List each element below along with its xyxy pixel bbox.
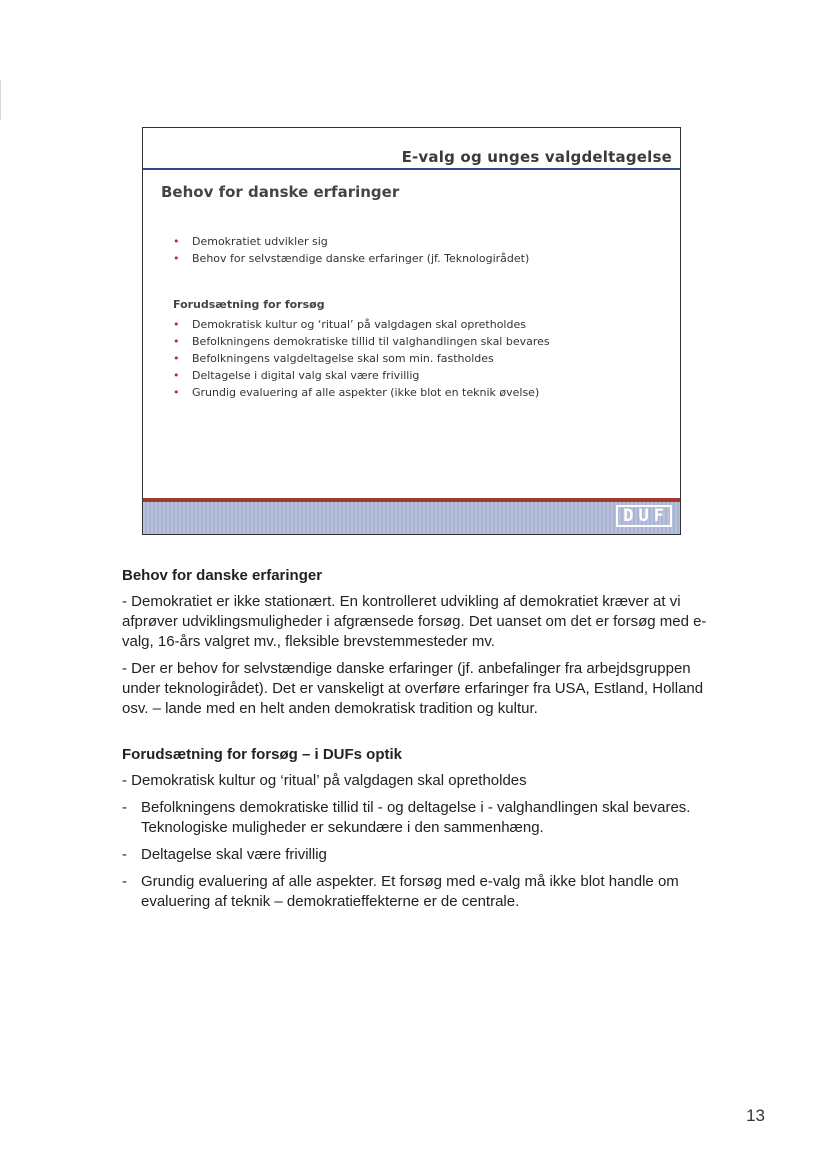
slide-bullet-item: • Grundig evaluering af alle aspekter (ikke blot en teknik øvelse) bbox=[173, 386, 540, 399]
scan-edge-mark bbox=[0, 80, 1, 120]
dash-list-item: - Grundig evaluering af alle aspekter. Et forsøg med e-valg må ikke blot handle om evaluering af teknik – demokratieffekterne er de centrale. bbox=[122, 873, 679, 910]
page-number: 13 bbox=[746, 1106, 765, 1125]
dash-list bbox=[122, 798, 722, 912]
slide-bullet-item: • Demokratiet udvikler sig bbox=[173, 235, 328, 248]
slide-bullet-item: • Befolkningens demokratiske tillid til valghandlingen skal bevares bbox=[173, 335, 550, 348]
bullet-icon: • bbox=[173, 335, 180, 348]
slide-title: E-valg og unges valgdeltagelse bbox=[401, 148, 672, 166]
slide-subheading: Forudsætning for forsøg bbox=[173, 298, 325, 311]
slide-image bbox=[142, 127, 681, 535]
section-heading: Behov for danske erfaringer bbox=[122, 567, 323, 584]
document-body bbox=[122, 566, 722, 919]
bullet-icon: • bbox=[173, 318, 180, 331]
dash-list-item: - Deltagelse skal være frivillig bbox=[122, 846, 327, 863]
bullet-icon: • bbox=[173, 235, 180, 248]
bullet-icon: • bbox=[173, 369, 180, 382]
bullet-icon: • bbox=[173, 252, 180, 265]
dash-icon: - bbox=[122, 873, 127, 890]
paragraph: - Der er behov for selvstændige danske erfaringer (jf. anbefalinger fra arbejdsgruppen under teknologirådet). Det er vanskeligt at overføre erfaringer fra USA, Estland, Holland osv. – lande med en helt anden demokratisk tradition og kultur. bbox=[122, 660, 704, 717]
dash-icon: - bbox=[122, 799, 127, 816]
slide-heading: Behov for danske erfaringer bbox=[161, 183, 400, 201]
paragraph: - Demokratisk kultur og ‘ritual’ på valgdagen skal opretholdes bbox=[122, 772, 527, 789]
dash-list-item: - Befolkningens demokratiske tillid til - og deltagelse i - valghandlingen skal bevares. Teknologiske muligheder er sekundære i den sammenhæng. bbox=[122, 799, 691, 836]
section-heading: Forudsætning for forsøg – i DUFs optik bbox=[122, 746, 402, 763]
slide-title-rule bbox=[143, 168, 680, 170]
paragraph: - Demokratiet er ikke stationært. En kontrolleret udvikling af demokratiet kræver at vi afprøver udviklingsmuligheder i afgrænsede forsøg. Det uanset om det er forsøg med e-valg, 16-års valgret mv., fleksible brevstemmesteder mv. bbox=[122, 593, 707, 650]
slide-bullet-list-b bbox=[173, 316, 550, 401]
bullet-icon: • bbox=[173, 386, 180, 399]
slide-bullet-item: • Demokratisk kultur og ‘ritual’ på valgdagen skal opretholdes bbox=[173, 318, 526, 331]
slide-bullet-list-a bbox=[173, 233, 529, 267]
slide-bullet-item: • Deltagelse i digital valg skal være frivillig bbox=[173, 369, 420, 382]
slide-bullet-item: • Behov for selvstændige danske erfaringer (jf. Teknologirådet) bbox=[173, 252, 530, 265]
bullet-icon: • bbox=[173, 352, 180, 365]
dash-icon: - bbox=[122, 846, 127, 863]
duf-logo: DUF bbox=[616, 505, 672, 527]
slide-footer-band bbox=[143, 502, 680, 534]
slide-bullet-item: • Befolkningens valgdeltagelse skal som min. fastholdes bbox=[173, 352, 494, 365]
